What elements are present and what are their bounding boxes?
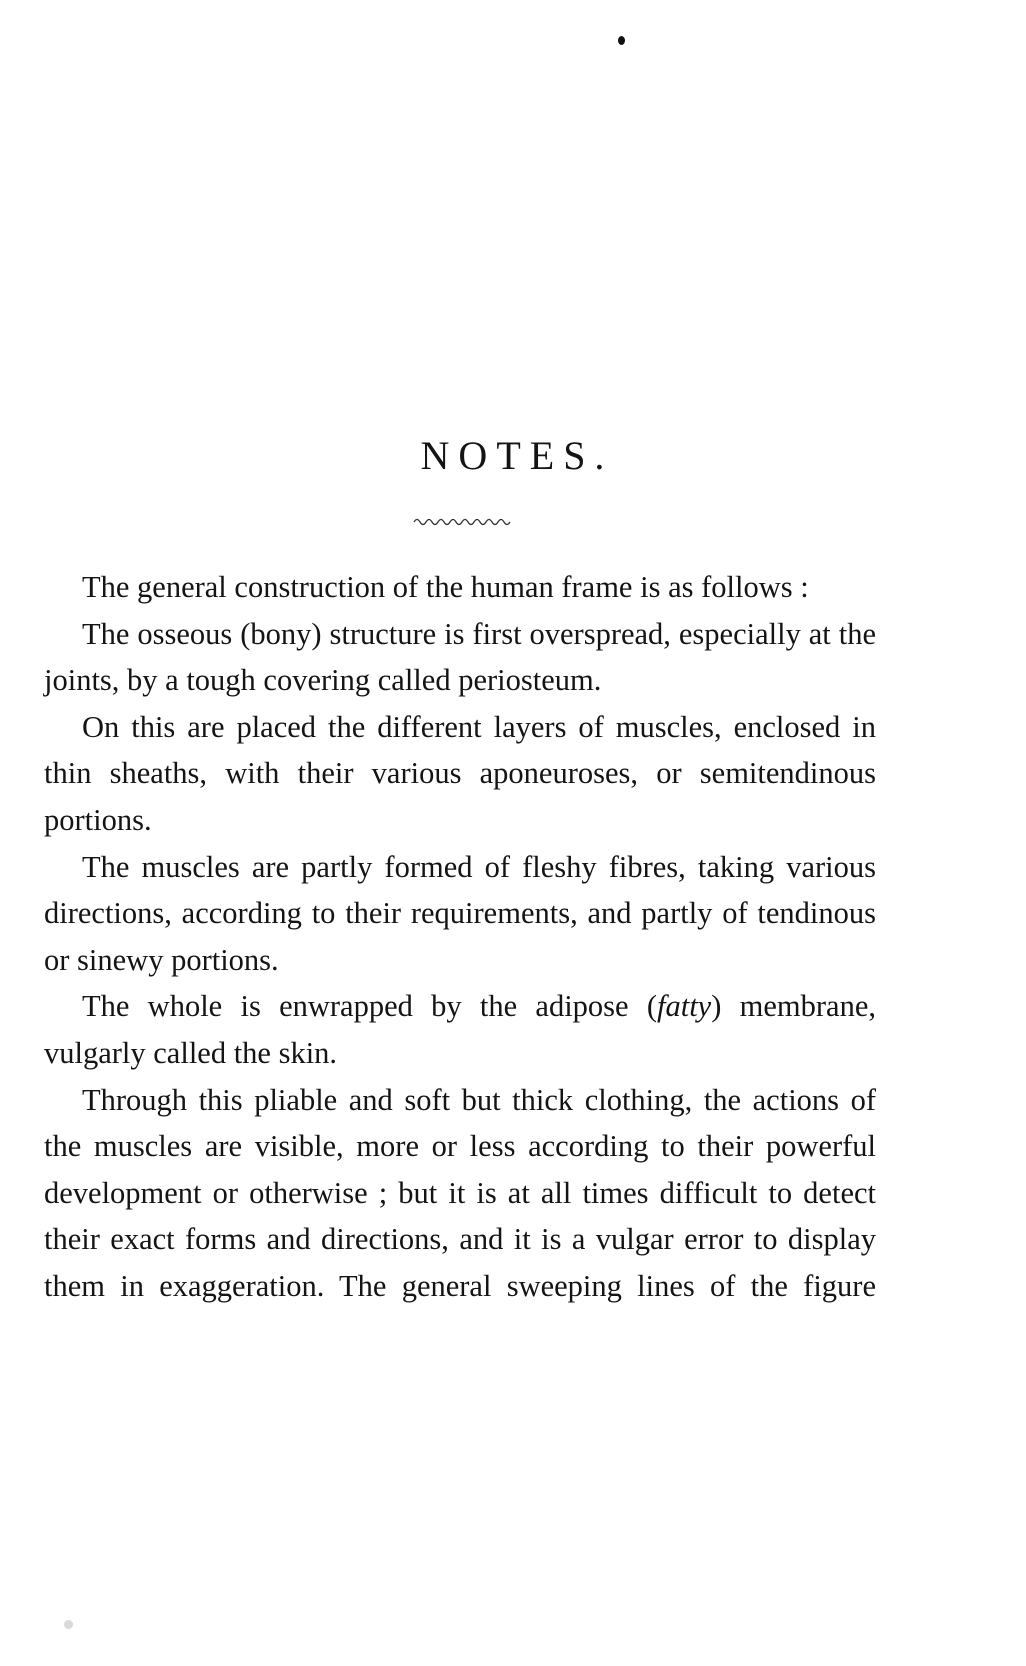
paragraph-text-before: The whole is enwrapped by the adipose ( (82, 989, 658, 1024)
wavy-rule-ornament (412, 516, 516, 526)
paragraph-adipose-membrane (44, 983, 876, 1076)
ink-speck (618, 36, 625, 45)
paragraph-osseous-structure: The osseous (bony) structure is first overspread, especially at the joints, by a tough covering called periosteum. (44, 616, 876, 698)
page-heading: NOTES. (420, 433, 614, 478)
paragraph-text-after: ) membrane, vulgarly called the skin. (44, 989, 876, 1070)
paragraph-pliable-clothing: Through this pliable and soft but thick clothing, the actions of the muscles are visible, more or less according to their powerful development or otherwise ; but it is at all times difficult to detect their exact forms and directions, and it is a vulgar error to display them in exaggeration. The general sweeping lines of the figure (44, 1082, 876, 1303)
paragraph-muscle-layers: On this are placed the different layers of muscles, enclosed in thin sheaths, with their various aponeuroses, or semitendinous portions. (44, 709, 876, 837)
italic-term-fatty: fatty (657, 989, 712, 1024)
paragraph-general-construction: The general construction of the human frame is as follows : (82, 570, 809, 604)
paragraph-muscle-fibres: The muscles are partly formed of fleshy fibres, taking various directions, according to their requirements, and partly of tendinous or sinewy portions. (44, 849, 876, 977)
paper-speck (64, 1620, 73, 1629)
body-text (44, 564, 876, 1310)
